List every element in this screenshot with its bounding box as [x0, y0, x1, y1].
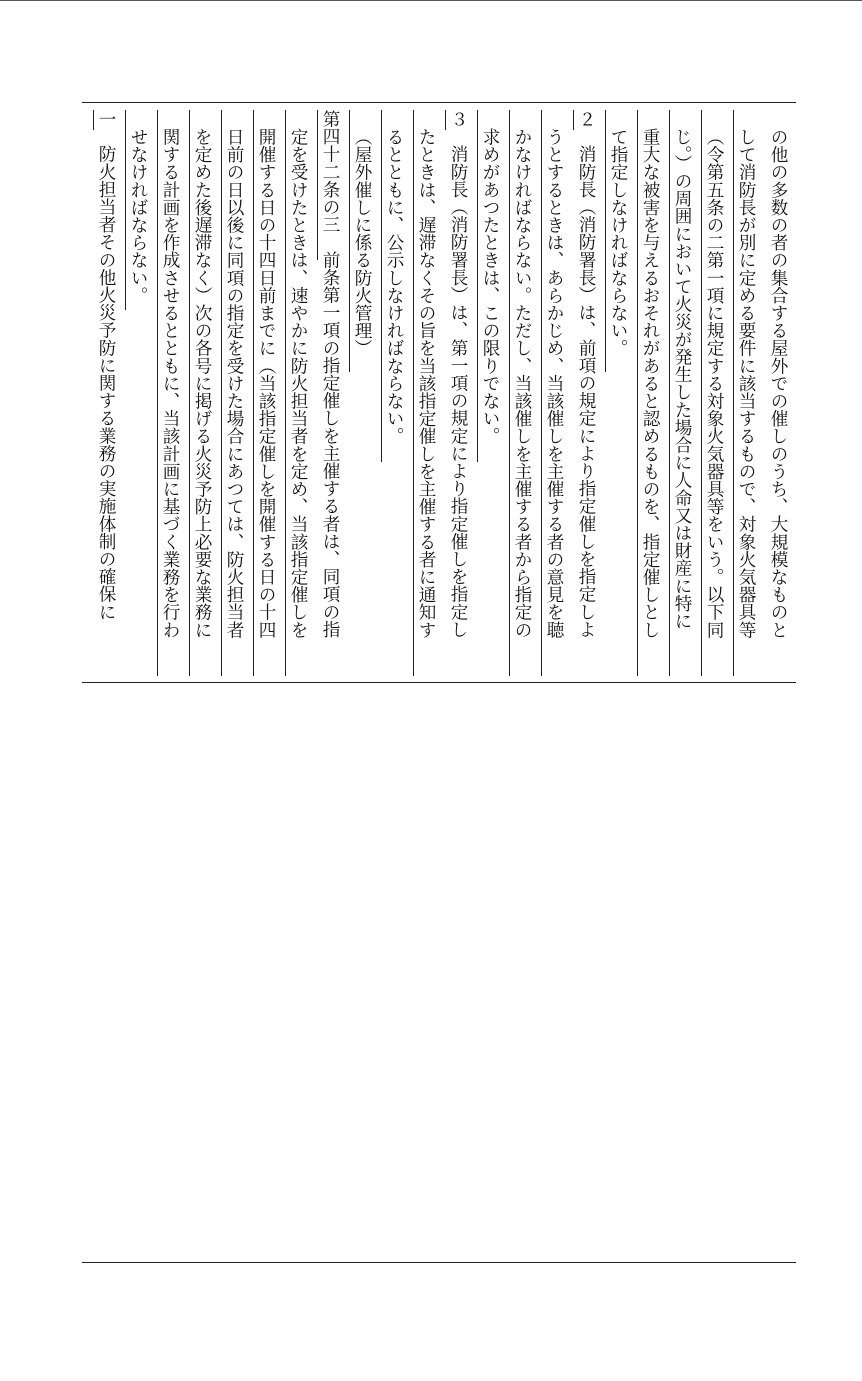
text-line-5: 重大な被害を与えるおそれがあると認めるものを、指定催しとし: [640, 128, 660, 639]
page-top-edge: [0, 0, 862, 1]
text-line-14: （屋外催しに係る防火管理）: [352, 128, 372, 357]
text-line-8: うとするときは、あらかじめ、当該催しを主催する者の意見を聴: [544, 128, 564, 639]
line-13-bar: [381, 110, 382, 462]
text-line-13: るとともに、公示しなければならない。: [384, 128, 404, 445]
line-14-bar: [349, 110, 350, 372]
line-15-bar: [317, 110, 318, 260]
text-line-17: 開催する日の十四日前までに（当該指定催しを開催する日の十四: [256, 128, 276, 639]
line-21-bar: [125, 110, 126, 310]
text-line-6: て指定しなければならない。: [608, 128, 628, 357]
text-line-15: 第四十二条の三 前条第一項の指定催しを主催する者は、同項の指: [320, 110, 340, 638]
text-line-3: （令第五条の二第一項に規定する対象火気器具等をいう。以下同: [704, 128, 724, 639]
line-9-bar: [509, 110, 510, 676]
text-line-10: 求めがあつたときは、この限りでない。: [480, 128, 500, 445]
line-22-bar: [93, 110, 94, 130]
line-18-bar: [221, 110, 222, 676]
text-line-9: かなければならない。ただし、当該催しを主催する者から指定の: [512, 128, 532, 639]
text-line-22: 一 防火担当者その他火災予防に関する業務の実施体制の確保に: [96, 110, 116, 621]
text-line-11: ３ 消防長（消防署長）は、第一項の規定により指定催しを指定し: [448, 110, 468, 638]
vertical-text-block: [82, 110, 796, 676]
line-17-bar: [253, 110, 254, 676]
text-line-2: して消防長が別に定める要件に該当するもので、対象火気器具等: [736, 128, 756, 639]
line-16-bar: [285, 110, 286, 676]
line-10-bar: [477, 110, 478, 462]
line-2-bar: [733, 110, 734, 676]
text-line-12: たときは、遅滞なくその旨を当該指定催しを主催する者に通知す: [416, 128, 436, 639]
line-19-bar: [189, 110, 190, 676]
text-block-bottom-rule: [82, 682, 796, 683]
line-5-bar: [637, 110, 638, 676]
line-6-bar: [605, 110, 606, 372]
text-line-1: の他の多数の者の集合する屋外での催しのうち、大規模なものと: [768, 128, 788, 639]
text-line-16: 定を受けたときは、速やかに防火担当者を定め、当該指定催しを: [288, 128, 308, 639]
text-line-18: 日前の日以後に同項の指定を受けた場合にあつては、防火担当者: [224, 128, 244, 639]
footer-rule: [82, 1262, 796, 1263]
text-line-19: を定めた後遅滞なく）次の各号に掲げる火災予防上必要な業務に: [192, 128, 212, 639]
line-7-bar: [573, 110, 574, 130]
line-8-bar: [541, 110, 542, 676]
line-20-bar: [157, 110, 158, 676]
text-line-20: 関する計画を作成させるとともに、当該計画に基づく業務を行わ: [160, 128, 180, 639]
text-line-4: じ。）の周囲において火災が発生した場合に人命又は財産に特に: [672, 128, 692, 630]
text-line-21: せなければならない。: [128, 128, 148, 304]
line-3-bar: [701, 110, 702, 676]
line-11-bar: [445, 110, 446, 130]
text-line-7: ２ 消防長（消防署長）は、前項の規定により指定催しを指定しよ: [576, 110, 596, 638]
line-4-bar: [669, 110, 670, 676]
line-12-bar: [413, 110, 414, 676]
top-rule: [82, 102, 796, 103]
